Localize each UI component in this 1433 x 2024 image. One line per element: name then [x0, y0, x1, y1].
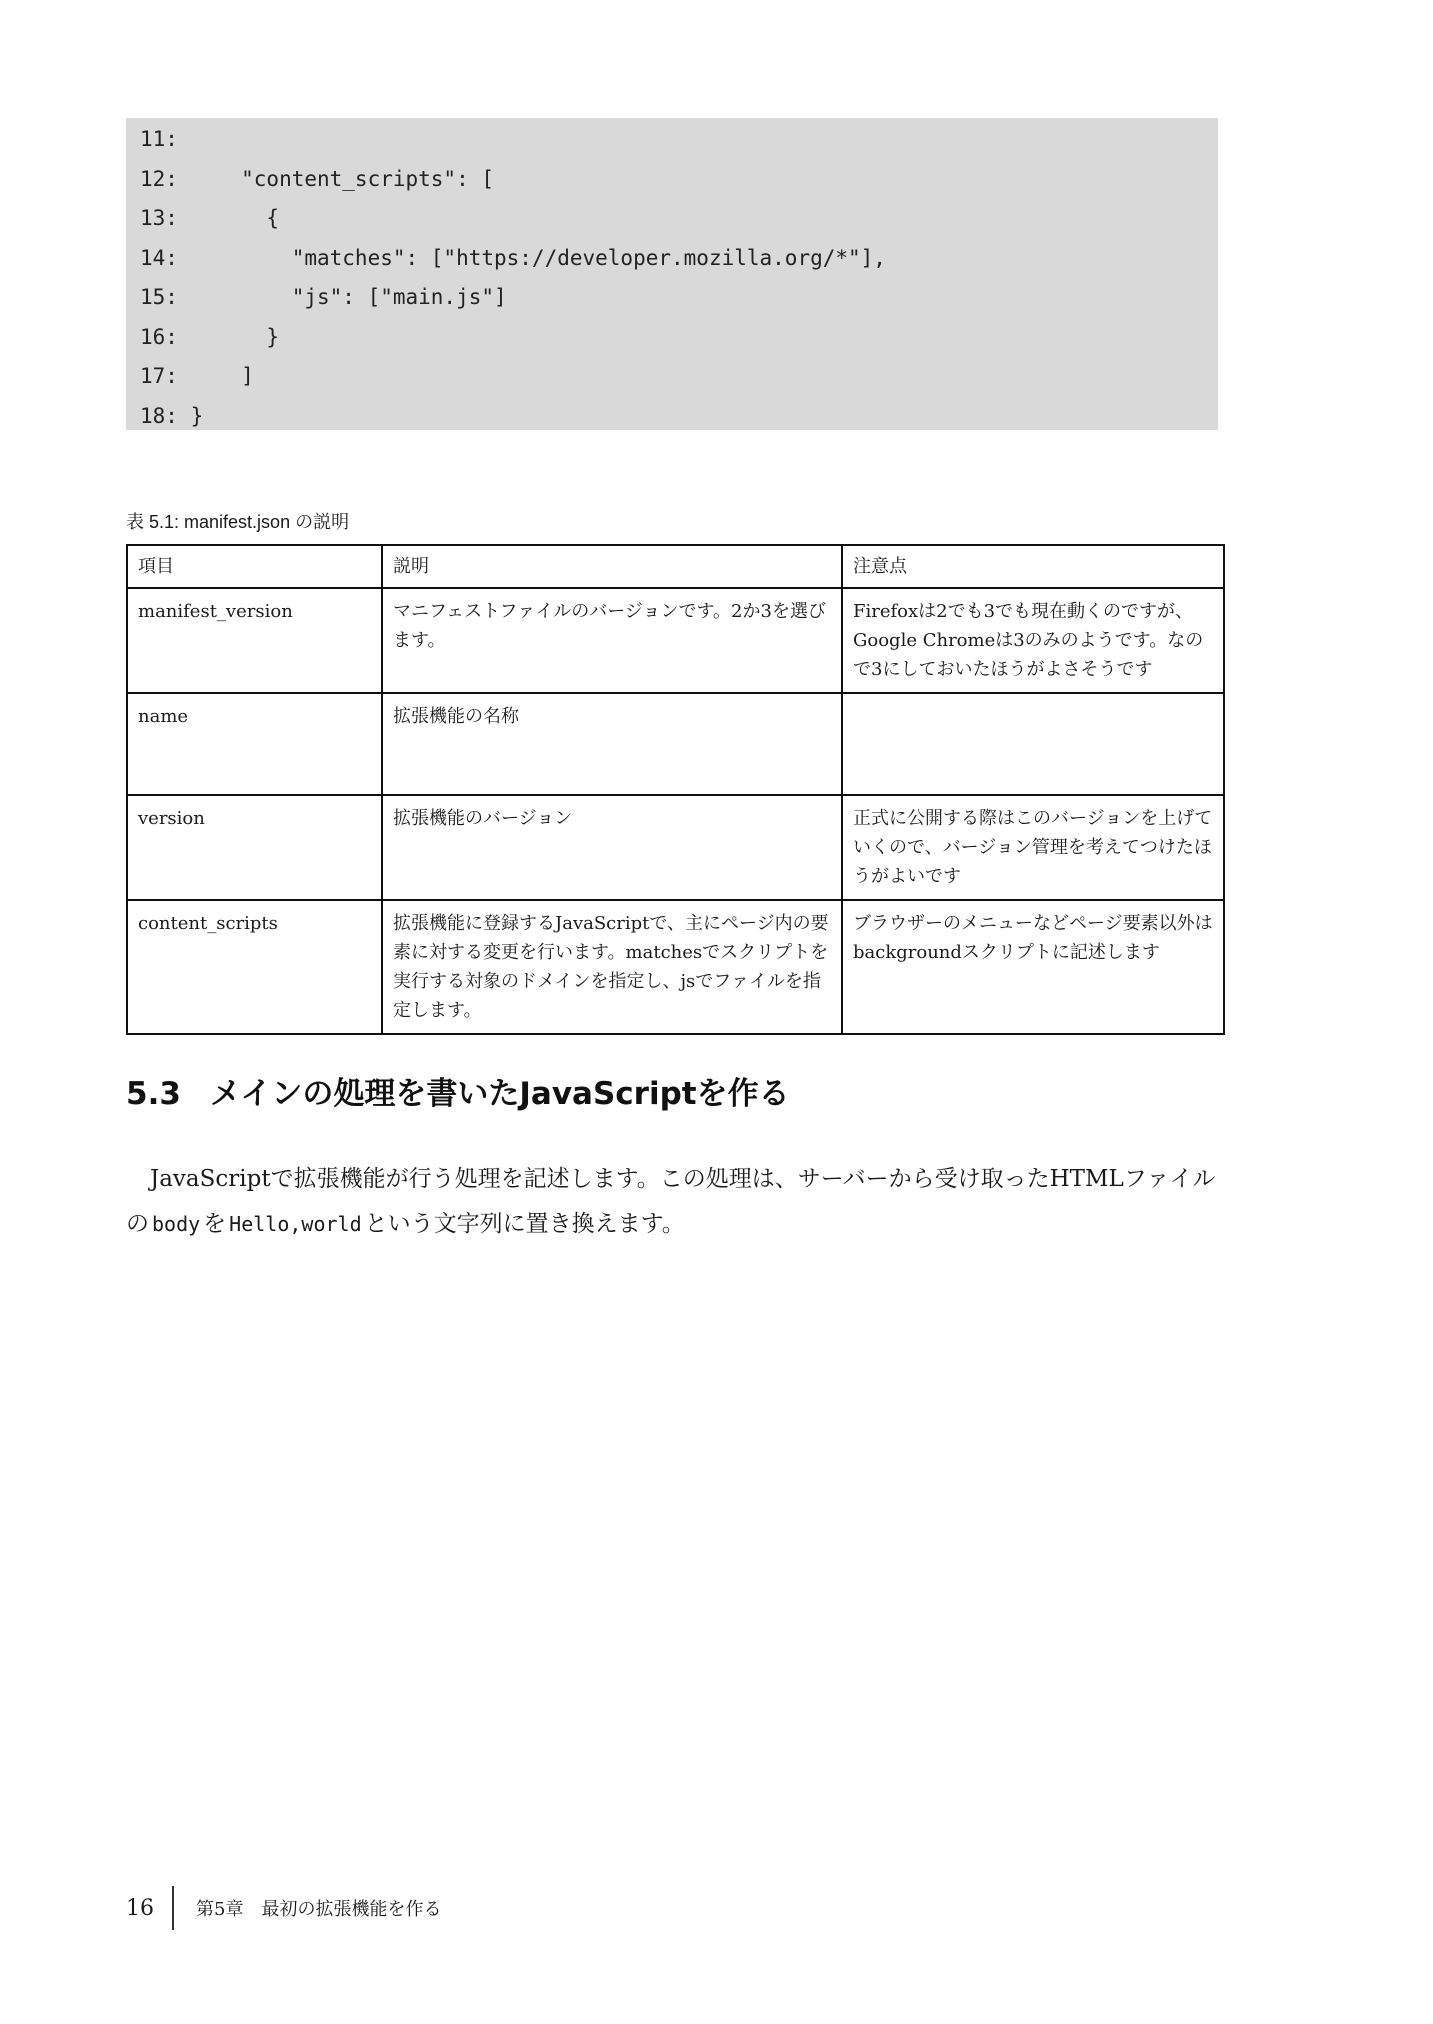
- table-cell: 正式に公開する際はこのバージョンを上げていくので、バージョン管理を考えてつけたほうがよいです: [842, 795, 1224, 900]
- section-number: 5.3: [126, 1076, 181, 1112]
- code-line: 17: ]: [140, 364, 254, 388]
- table-cell: Firefoxは2でも3でも現在動くのですが、Google Chromeは3のみのようです。なので3にしておいたほうがよさそうです: [842, 588, 1224, 693]
- paragraph-text: JavaScriptで拡張機能が行う処理を記述します。この処理は、サーバーから受け取ったHTMLファイルの: [126, 1166, 1216, 1237]
- table-header-cell: 注意点: [842, 545, 1224, 588]
- code-line: 14: "matches": ["https://developer.mozilla.org/*"],: [140, 245, 886, 270]
- table-cell: name: [127, 693, 382, 795]
- section-title: メインの処理を書いたJavaScriptを作る: [210, 1076, 790, 1112]
- table-header-row: [127, 545, 1224, 588]
- table-cell: 拡張機能に登録するJavaScriptで、主にページ内の要素に対する変更を行います。matchesでスクリプトを実行する対象のドメインを指定し、jsでファイルを指定します。: [382, 900, 842, 1034]
- code-line: 16: }: [140, 324, 280, 349]
- table-cell: version: [127, 795, 382, 900]
- table-row: [127, 795, 1224, 900]
- table-cell: マニフェストファイルのバージョンです。2か3を選びます。: [382, 588, 842, 693]
- code-line: 13: {: [140, 206, 280, 230]
- table-cell: manifest_version: [127, 588, 382, 693]
- paragraph-text: という文字列に置き換えます。: [364, 1211, 685, 1237]
- chapter-title: 第5章 最初の拡張機能を作る: [196, 1899, 442, 1920]
- table-cell: content_scripts: [127, 900, 382, 1034]
- table-row: [127, 693, 1224, 795]
- table-header-cell: 項目: [127, 545, 382, 588]
- inline-code: Hello,world: [229, 1212, 362, 1236]
- footer-divider: [172, 1886, 174, 1930]
- table-header-cell: 説明: [382, 545, 842, 588]
- code-line: 18: }: [140, 403, 204, 428]
- body-paragraph: [126, 1157, 1221, 1247]
- table-cell: 拡張機能のバージョン: [382, 795, 842, 900]
- table-cell: 拡張機能の名称: [382, 693, 842, 795]
- code-block: [126, 118, 1218, 430]
- table-cell: ブラウザーのメニューなどページ要素以外はbackgroundスクリプトに記述します: [842, 900, 1224, 1034]
- paragraph-text: を: [203, 1211, 227, 1237]
- section-heading: [126, 1068, 790, 1113]
- code-line: 11:: [140, 127, 178, 151]
- table-caption: 表 5.1: manifest.json の説明: [126, 512, 350, 532]
- code-line: 15: "js": ["main.js"]: [140, 285, 507, 309]
- manifest-table: [126, 544, 1225, 1035]
- inline-code: body: [152, 1212, 201, 1236]
- code-line: 12: "content_scripts": [: [140, 166, 495, 191]
- page-footer: [126, 1886, 441, 1930]
- table-cell: [842, 693, 1224, 795]
- table-row: [127, 900, 1224, 1034]
- table-row: [127, 588, 1224, 693]
- page-number: 16: [126, 1895, 154, 1921]
